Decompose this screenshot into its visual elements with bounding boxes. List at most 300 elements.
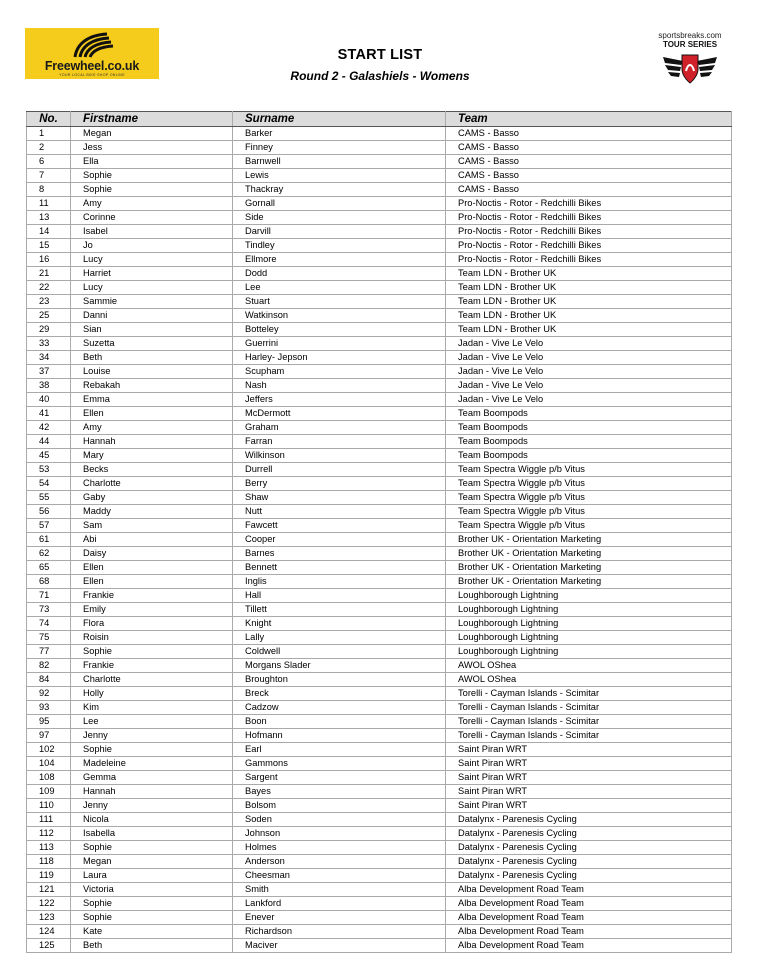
table-row xyxy=(27,827,732,841)
rider-team: Team Boompods xyxy=(446,435,732,449)
rider-number: 62 xyxy=(27,547,71,561)
rider-team: Alba Development Road Team xyxy=(446,911,732,925)
table-row xyxy=(27,715,732,729)
rider-surname: Farran xyxy=(233,435,446,449)
rider-team: CAMS - Basso xyxy=(446,155,732,169)
table-row xyxy=(27,281,732,295)
rider-team: Team Spectra Wiggle p/b Vitus xyxy=(446,505,732,519)
rider-firstname: Jess xyxy=(71,141,233,155)
table-body xyxy=(27,127,732,953)
rider-firstname: Sophie xyxy=(71,169,233,183)
rider-number: 21 xyxy=(27,267,71,281)
rider-firstname: Ella xyxy=(71,155,233,169)
rider-team: Team Spectra Wiggle p/b Vitus xyxy=(446,463,732,477)
rider-firstname: Suzetta xyxy=(71,337,233,351)
rider-number: 54 xyxy=(27,477,71,491)
rider-team: Brother UK - Orientation Marketing xyxy=(446,547,732,561)
tour-series-logo xyxy=(648,31,732,91)
rider-firstname: Gaby xyxy=(71,491,233,505)
rider-number: 84 xyxy=(27,673,71,687)
rider-team: Pro-Noctis - Rotor - Redchilli Bikes xyxy=(446,225,732,239)
rider-team: Team Spectra Wiggle p/b Vitus xyxy=(446,477,732,491)
rider-team: Pro-Noctis - Rotor - Redchilli Bikes xyxy=(446,211,732,225)
table-row xyxy=(27,659,732,673)
table-row xyxy=(27,589,732,603)
rider-firstname: Mary xyxy=(71,449,233,463)
rider-surname: Dodd xyxy=(233,267,446,281)
table-row xyxy=(27,169,732,183)
rider-surname: Side xyxy=(233,211,446,225)
table-row xyxy=(27,799,732,813)
rider-number: 121 xyxy=(27,883,71,897)
rider-number: 8 xyxy=(27,183,71,197)
rider-number: 22 xyxy=(27,281,71,295)
rider-surname: Soden xyxy=(233,813,446,827)
rider-number: 102 xyxy=(27,743,71,757)
rider-surname: Stuart xyxy=(233,295,446,309)
rider-firstname: Charlotte xyxy=(71,477,233,491)
start-list-table xyxy=(26,111,732,953)
table-row xyxy=(27,603,732,617)
rider-firstname: Sammie xyxy=(71,295,233,309)
table-row xyxy=(27,393,732,407)
rider-firstname: Megan xyxy=(71,855,233,869)
table-row xyxy=(27,183,732,197)
rider-firstname: Holly xyxy=(71,687,233,701)
rider-firstname: Danni xyxy=(71,309,233,323)
rider-number: 14 xyxy=(27,225,71,239)
table-row xyxy=(27,463,732,477)
rider-team: Jadan - Vive Le Velo xyxy=(446,379,732,393)
rider-team: Team LDN - Brother UK xyxy=(446,267,732,281)
rider-firstname: Charlotte xyxy=(71,673,233,687)
rider-team: Pro-Noctis - Rotor - Redchilli Bikes xyxy=(446,239,732,253)
rider-team: AWOL OShea xyxy=(446,659,732,673)
rider-team: Loughborough Lightning xyxy=(446,645,732,659)
rider-team: Torelli - Cayman Islands - Scimitar xyxy=(446,701,732,715)
rider-number: 56 xyxy=(27,505,71,519)
rider-surname: Harley- Jepson xyxy=(233,351,446,365)
table-row xyxy=(27,421,732,435)
rider-number: 2 xyxy=(27,141,71,155)
rider-team: Alba Development Road Team xyxy=(446,883,732,897)
table-row xyxy=(27,939,732,953)
table-row xyxy=(27,855,732,869)
wheel-wings-icon xyxy=(67,31,115,59)
rider-number: 13 xyxy=(27,211,71,225)
rider-firstname: Sophie xyxy=(71,645,233,659)
rider-team: Loughborough Lightning xyxy=(446,617,732,631)
rider-team: Datalynx - Parenesis Cycling xyxy=(446,855,732,869)
rider-number: 71 xyxy=(27,589,71,603)
rider-surname: Berry xyxy=(233,477,446,491)
rider-team: CAMS - Basso xyxy=(446,141,732,155)
table-row xyxy=(27,379,732,393)
rider-number: 6 xyxy=(27,155,71,169)
rider-number: 45 xyxy=(27,449,71,463)
rider-firstname: Kim xyxy=(71,701,233,715)
rider-firstname: Beth xyxy=(71,939,233,953)
rider-number: 113 xyxy=(27,841,71,855)
rider-number: 44 xyxy=(27,435,71,449)
table-row xyxy=(27,883,732,897)
rider-firstname: Megan xyxy=(71,127,233,141)
rider-number: 40 xyxy=(27,393,71,407)
table-row xyxy=(27,841,732,855)
rider-number: 34 xyxy=(27,351,71,365)
rider-firstname: Isabel xyxy=(71,225,233,239)
header-firstname: Firstname xyxy=(71,112,233,127)
rider-team: Team LDN - Brother UK xyxy=(446,309,732,323)
rider-surname: Broughton xyxy=(233,673,446,687)
rider-team: AWOL OShea xyxy=(446,673,732,687)
rider-number: 38 xyxy=(27,379,71,393)
table-row xyxy=(27,491,732,505)
rider-surname: Barnwell xyxy=(233,155,446,169)
rider-surname: Gammons xyxy=(233,757,446,771)
table-row xyxy=(27,141,732,155)
rider-team: Brother UK - Orientation Marketing xyxy=(446,561,732,575)
rider-number: 29 xyxy=(27,323,71,337)
page-subtitle: Round 2 - Galashiels - Womens xyxy=(290,69,470,83)
table-row xyxy=(27,309,732,323)
rider-team: Team Boompods xyxy=(446,421,732,435)
rider-number: 7 xyxy=(27,169,71,183)
rider-surname: Nash xyxy=(233,379,446,393)
rider-number: 1 xyxy=(27,127,71,141)
table-row xyxy=(27,449,732,463)
rider-surname: Maciver xyxy=(233,939,446,953)
page-title: START LIST xyxy=(337,47,423,63)
logo-tagline: YOUR LOCAL BIKE SHOP ONLINE xyxy=(59,73,125,77)
rider-team: Saint Piran WRT xyxy=(446,757,732,771)
table-row xyxy=(27,505,732,519)
header-no: No. xyxy=(27,112,71,127)
rider-number: 37 xyxy=(27,365,71,379)
table-row xyxy=(27,337,732,351)
header-team: Team xyxy=(446,112,732,127)
rider-firstname: Rebakah xyxy=(71,379,233,393)
logo-series-text: TOUR SERIES xyxy=(662,40,718,49)
rider-number: 93 xyxy=(27,701,71,715)
rider-surname: Darvill xyxy=(233,225,446,239)
rider-surname: Cheesman xyxy=(233,869,446,883)
rider-firstname: Roisin xyxy=(71,631,233,645)
rider-firstname: Daisy xyxy=(71,547,233,561)
rider-team: Torelli - Cayman Islands - Scimitar xyxy=(446,687,732,701)
rider-firstname: Frankie xyxy=(71,659,233,673)
title-block xyxy=(230,47,530,83)
table-row xyxy=(27,869,732,883)
rider-firstname: Ellen xyxy=(71,407,233,421)
rider-surname: Barker xyxy=(233,127,446,141)
rider-firstname: Beth xyxy=(71,351,233,365)
rider-surname: Guerrini xyxy=(233,337,446,351)
table-row xyxy=(27,617,732,631)
rider-number: 124 xyxy=(27,925,71,939)
table-row xyxy=(27,477,732,491)
rider-firstname: Sian xyxy=(71,323,233,337)
rider-firstname: Jenny xyxy=(71,729,233,743)
logo-site-text: sportsbreaks.com xyxy=(658,31,722,40)
rider-surname: Lankford xyxy=(233,897,446,911)
table-row xyxy=(27,253,732,267)
rider-surname: Holmes xyxy=(233,841,446,855)
table-row xyxy=(27,127,732,141)
rider-firstname: Sophie xyxy=(71,743,233,757)
rider-firstname: Gemma xyxy=(71,771,233,785)
table-row xyxy=(27,211,732,225)
rider-number: 112 xyxy=(27,827,71,841)
rider-firstname: Isabella xyxy=(71,827,233,841)
rider-team: Pro-Noctis - Rotor - Redchilli Bikes xyxy=(446,253,732,267)
rider-firstname: Amy xyxy=(71,421,233,435)
rider-number: 11 xyxy=(27,197,71,211)
rider-surname: Gornall xyxy=(233,197,446,211)
header-surname: Surname xyxy=(233,112,446,127)
rider-surname: McDermott xyxy=(233,407,446,421)
rider-team: Pro-Noctis - Rotor - Redchilli Bikes xyxy=(446,197,732,211)
rider-surname: Lally xyxy=(233,631,446,645)
rider-number: 74 xyxy=(27,617,71,631)
table-row xyxy=(27,561,732,575)
rider-surname: Boon xyxy=(233,715,446,729)
rider-team: Saint Piran WRT xyxy=(446,743,732,757)
rider-number: 82 xyxy=(27,659,71,673)
table-row xyxy=(27,435,732,449)
rider-firstname: Becks xyxy=(71,463,233,477)
rider-number: 104 xyxy=(27,757,71,771)
rider-team: Team Boompods xyxy=(446,407,732,421)
rider-surname: Cadzow xyxy=(233,701,446,715)
rider-surname: Cooper xyxy=(233,533,446,547)
rider-surname: Graham xyxy=(233,421,446,435)
table-row xyxy=(27,645,732,659)
rider-number: 77 xyxy=(27,645,71,659)
rider-number: 95 xyxy=(27,715,71,729)
table-row xyxy=(27,295,732,309)
rider-firstname: Lucy xyxy=(71,281,233,295)
rider-number: 55 xyxy=(27,491,71,505)
table-row xyxy=(27,239,732,253)
rider-team: Team LDN - Brother UK xyxy=(446,281,732,295)
rider-surname: Thackray xyxy=(233,183,446,197)
rider-surname: Morgans Slader xyxy=(233,659,446,673)
rider-firstname: Kate xyxy=(71,925,233,939)
rider-number: 109 xyxy=(27,785,71,799)
rider-team: CAMS - Basso xyxy=(446,183,732,197)
rider-team: Team Spectra Wiggle p/b Vitus xyxy=(446,491,732,505)
rider-surname: Johnson xyxy=(233,827,446,841)
rider-team: Team Boompods xyxy=(446,449,732,463)
rider-surname: Tindley xyxy=(233,239,446,253)
rider-number: 23 xyxy=(27,295,71,309)
table-row xyxy=(27,743,732,757)
rider-firstname: Hannah xyxy=(71,435,233,449)
rider-team: Jadan - Vive Le Velo xyxy=(446,393,732,407)
rider-team: Team LDN - Brother UK xyxy=(446,295,732,309)
rider-number: 42 xyxy=(27,421,71,435)
table-row xyxy=(27,323,732,337)
rider-surname: Enever xyxy=(233,911,446,925)
rider-firstname: Emma xyxy=(71,393,233,407)
rider-surname: Durrell xyxy=(233,463,446,477)
rider-team: Saint Piran WRT xyxy=(446,799,732,813)
rider-team: Loughborough Lightning xyxy=(446,631,732,645)
rider-team: Alba Development Road Team xyxy=(446,925,732,939)
rider-surname: Jeffers xyxy=(233,393,446,407)
rider-number: 41 xyxy=(27,407,71,421)
rider-number: 53 xyxy=(27,463,71,477)
rider-team: Torelli - Cayman Islands - Scimitar xyxy=(446,729,732,743)
rider-number: 61 xyxy=(27,533,71,547)
rider-number: 25 xyxy=(27,309,71,323)
rider-firstname: Madeleine xyxy=(71,757,233,771)
rider-surname: Inglis xyxy=(233,575,446,589)
freewheel-logo xyxy=(25,28,159,79)
rider-number: 68 xyxy=(27,575,71,589)
rider-team: Jadan - Vive Le Velo xyxy=(446,337,732,351)
rider-firstname: Harriet xyxy=(71,267,233,281)
table-header xyxy=(27,112,732,127)
table-row xyxy=(27,757,732,771)
rider-firstname: Lucy xyxy=(71,253,233,267)
rider-surname: Shaw xyxy=(233,491,446,505)
table-row xyxy=(27,631,732,645)
rider-number: 33 xyxy=(27,337,71,351)
rider-number: 57 xyxy=(27,519,71,533)
rider-team: Loughborough Lightning xyxy=(446,589,732,603)
table-row xyxy=(27,897,732,911)
rider-team: Datalynx - Parenesis Cycling xyxy=(446,841,732,855)
table-row xyxy=(27,519,732,533)
rider-surname: Hofmann xyxy=(233,729,446,743)
rider-firstname: Maddy xyxy=(71,505,233,519)
rider-team: Jadan - Vive Le Velo xyxy=(446,365,732,379)
rider-firstname: Sophie xyxy=(71,183,233,197)
rider-surname: Coldwell xyxy=(233,645,446,659)
rider-team: Datalynx - Parenesis Cycling xyxy=(446,869,732,883)
rider-surname: Fawcett xyxy=(233,519,446,533)
rider-team: Jadan - Vive Le Velo xyxy=(446,351,732,365)
rider-team: Brother UK - Orientation Marketing xyxy=(446,575,732,589)
rider-surname: Bennett xyxy=(233,561,446,575)
rider-surname: Bolsom xyxy=(233,799,446,813)
rider-number: 92 xyxy=(27,687,71,701)
rider-firstname: Sam xyxy=(71,519,233,533)
table-row xyxy=(27,407,732,421)
rider-firstname: Ellen xyxy=(71,561,233,575)
table-row xyxy=(27,267,732,281)
rider-team: Team Spectra Wiggle p/b Vitus xyxy=(446,519,732,533)
rider-number: 108 xyxy=(27,771,71,785)
rider-surname: Botteley xyxy=(233,323,446,337)
rider-team: CAMS - Basso xyxy=(446,169,732,183)
table-row xyxy=(27,729,732,743)
rider-surname: Scupham xyxy=(233,365,446,379)
rider-number: 125 xyxy=(27,939,71,953)
table-row xyxy=(27,925,732,939)
table-row xyxy=(27,687,732,701)
rider-team: Alba Development Road Team xyxy=(446,897,732,911)
rider-surname: Hall xyxy=(233,589,446,603)
rider-surname: Earl xyxy=(233,743,446,757)
rider-surname: Anderson xyxy=(233,855,446,869)
rider-surname: Watkinson xyxy=(233,309,446,323)
rider-surname: Wilkinson xyxy=(233,449,446,463)
table-row xyxy=(27,575,732,589)
rider-firstname: Laura xyxy=(71,869,233,883)
rider-number: 111 xyxy=(27,813,71,827)
rider-surname: Bayes xyxy=(233,785,446,799)
logo-brand-text: Freewheel.co.uk xyxy=(44,59,140,73)
rider-firstname: Flora xyxy=(71,617,233,631)
rider-firstname: Lee xyxy=(71,715,233,729)
rider-firstname: Nicola xyxy=(71,813,233,827)
rider-team: Datalynx - Parenesis Cycling xyxy=(446,813,732,827)
rider-firstname: Hannah xyxy=(71,785,233,799)
rider-firstname: Sophie xyxy=(71,911,233,925)
rider-surname: Barnes xyxy=(233,547,446,561)
rider-firstname: Amy xyxy=(71,197,233,211)
rider-number: 65 xyxy=(27,561,71,575)
table-row xyxy=(27,911,732,925)
rider-surname: Nutt xyxy=(233,505,446,519)
table-row xyxy=(27,701,732,715)
table-row xyxy=(27,547,732,561)
rider-number: 119 xyxy=(27,869,71,883)
rider-firstname: Jo xyxy=(71,239,233,253)
rider-surname: Smith xyxy=(233,883,446,897)
rider-surname: Knight xyxy=(233,617,446,631)
rider-team: Loughborough Lightning xyxy=(446,603,732,617)
table-row xyxy=(27,197,732,211)
rider-number: 123 xyxy=(27,911,71,925)
rider-surname: Ellmore xyxy=(233,253,446,267)
rider-surname: Breck xyxy=(233,687,446,701)
rider-number: 118 xyxy=(27,855,71,869)
table-row xyxy=(27,533,732,547)
rider-surname: Lee xyxy=(233,281,446,295)
rider-team: Saint Piran WRT xyxy=(446,785,732,799)
rider-number: 110 xyxy=(27,799,71,813)
table-row xyxy=(27,813,732,827)
rider-firstname: Abi xyxy=(71,533,233,547)
rider-surname: Lewis xyxy=(233,169,446,183)
table-row xyxy=(27,673,732,687)
rider-firstname: Sophie xyxy=(71,897,233,911)
rider-team: Saint Piran WRT xyxy=(446,771,732,785)
rider-firstname: Frankie xyxy=(71,589,233,603)
rider-number: 122 xyxy=(27,897,71,911)
rider-firstname: Ellen xyxy=(71,575,233,589)
table-row xyxy=(27,351,732,365)
rider-number: 97 xyxy=(27,729,71,743)
rider-team: Torelli - Cayman Islands - Scimitar xyxy=(446,715,732,729)
rider-number: 16 xyxy=(27,253,71,267)
rider-firstname: Jenny xyxy=(71,799,233,813)
rider-number: 73 xyxy=(27,603,71,617)
table-row xyxy=(27,225,732,239)
rider-number: 75 xyxy=(27,631,71,645)
rider-surname: Tillett xyxy=(233,603,446,617)
table-row xyxy=(27,785,732,799)
rider-number: 15 xyxy=(27,239,71,253)
rider-surname: Richardson xyxy=(233,925,446,939)
rider-team: CAMS - Basso xyxy=(446,127,732,141)
rider-team: Team LDN - Brother UK xyxy=(446,323,732,337)
rider-firstname: Sophie xyxy=(71,841,233,855)
